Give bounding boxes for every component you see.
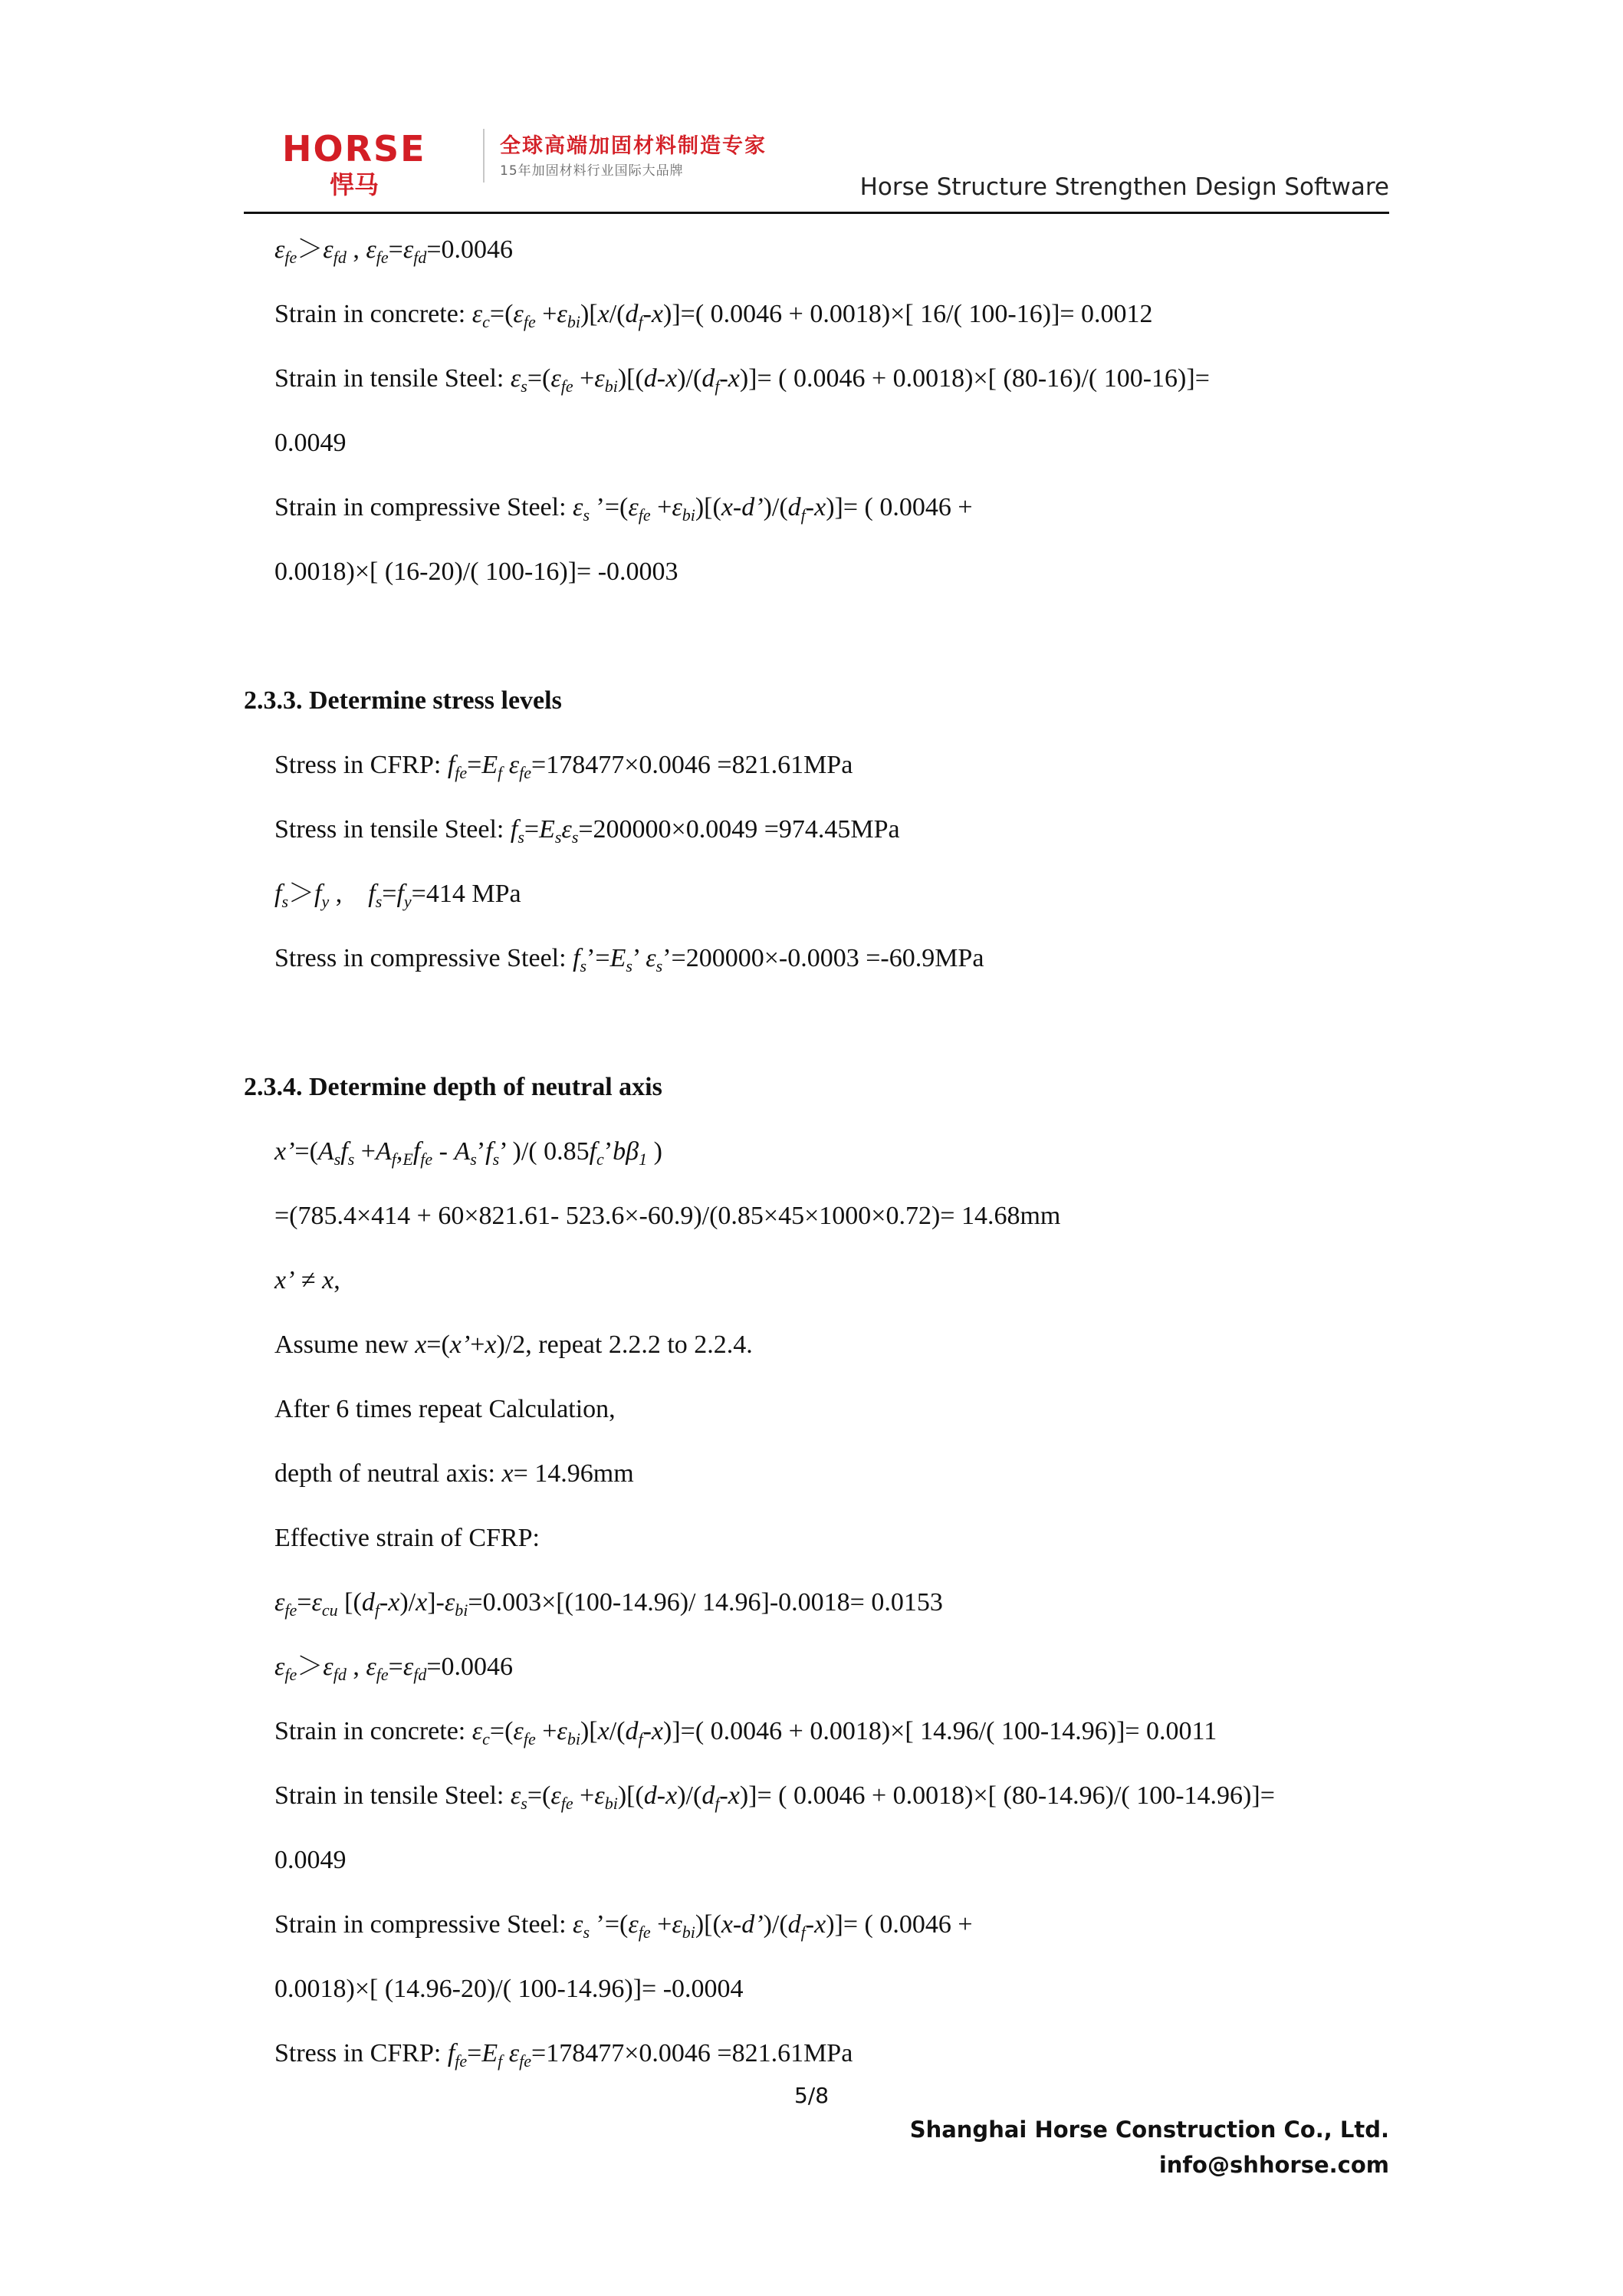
brand-slogan-sub: 15年加固材料行业国际大品牌 [500,163,684,179]
equation-line: Strain in tensile Steel: $\varepsilon_s=(\varepsilon_{fe} +\varepsilon_{bi})[(d-x)/(d_f-x)]=$ ( 0.0046 + 0.0018)×[ (80-14.96)/( 100-14.96)]= [274,1781,1275,1813]
logo-chinese: 悍马 [330,170,379,199]
equation-line: Stress in CFRP: $f_{fe}=E_f$ $\varepsilon_{fe}=178477\times 0.0046 =821.61MPa$ [274,751,853,782]
equation-line: Stress in compressive Steel: $f_s’=E_s$’ $\varepsilon_s’=200000\times-0.0003 =-60.9MPa$ [274,944,984,975]
equation-line: Stress in CFRP: $f_{fe}=E_f$ $\varepsilon_{fe}=178477\times 0.0046 =821.61MPa$ [274,2039,853,2071]
equation-line: Stress in tensile Steel: $f_s=E_s\varepsilon_s=200000\times 0.0049 =974.45MPa$ [274,815,900,847]
header-title: Horse Structure Strengthen Design Software [859,173,1389,201]
logo-divider [483,129,485,183]
section-heading: 2.3.3. Determine stress levels [244,686,562,715]
equation-line: Assume new x=(x’+x)/2, repeat 2.2.2 to 2.2.4. [274,1331,753,1359]
horse-logo [282,129,481,199]
equation-line: depth of neutral axis: x= 14.96mm [274,1459,634,1488]
logo-wordmark: HORSE [282,129,426,169]
equation-line: Strain in compressive Steel: $\varepsilon_s$ $’=(\varepsilon_{fe}$ $+\varepsilon_{bi})[(x-d’)/(d_f-x)]=$ ( 0.0046 + [274,1910,973,1942]
equation-line: 0.0018)×[ (14.96-20)/( 100-14.96)]= -0.0004 [274,1975,744,2003]
equation-line: Strain in concrete: $\varepsilon_c=(\varepsilon_{fe} +\varepsilon_{bi})[x/(d_f-x)]=$( 0.0046 + 0.0018)×[ 16/( 100-16)]= 0.0012 [274,300,1153,331]
equation-line: Strain in tensile Steel: $\varepsilon_s=(\varepsilon_{fe} +\varepsilon_{bi})[(d-x)/(d_f-x)]=$ ( 0.0046 + 0.0018)×[ (80-16)/( 100-16)]= [274,364,1210,396]
equation-line: $f_s>f_y$ , $f_s=f_y=414$ MPa [274,880,521,911]
equation-line: Strain in concrete: $\varepsilon_c=(\varepsilon_{fe} +\varepsilon_{bi})[x/(d_f-x)]=$( 0.0046 + 0.0018)×[ 14.96/( 100-14.96)]= 0.0011 [274,1717,1217,1748]
text-line: After 6 times repeat Calculation, [274,1395,616,1423]
equation-line: =(785.4×414 + 60×821.61- 523.6×-60.9)/(0.85×45×1000×0.72)= 14.68mm [274,1202,1061,1230]
equation-line: $x’=(A_sf_s +A_f,_Ef_{fe}$ - $A_s’f_s$’ )/( $0.85f_c’b\beta_1$ ) [274,1137,662,1169]
company-email: info@shhorse.com [1158,2152,1389,2178]
equation-line: 0.0018)×[ (16-20)/( 100-16)]= -0.0003 [274,558,678,586]
text-line: Effective strain of CFRP: [274,1524,540,1552]
equation-line: x’ ≠ x, [274,1266,340,1294]
equation-line: $\varepsilon_{fe}>\varepsilon_{fd}$ , $\varepsilon_{fe}=\varepsilon_{fd}=0.0046$ [274,1653,514,1684]
company-name: Shanghai Horse Construction Co., Ltd. [909,2117,1389,2143]
equation-line: 0.0049 [274,429,347,457]
equation-line: Strain in compressive Steel: $\varepsilon_s$ $’=(\varepsilon_{fe}$ $+\varepsilon_{bi})[(x-d’)/(d_f-x)]=$ ( 0.0046 + [274,493,973,525]
equation-line: 0.0049 [274,1846,347,1874]
section-heading: 2.3.4. Determine depth of neutral axis [244,1073,662,1101]
header-divider [244,212,1389,214]
page-number: 5/8 [793,2083,830,2108]
brand-slogan: 全球高端加固材料制造专家 [500,134,767,158]
equation-line: $\varepsilon_{fe}>\varepsilon_{fd}$ , $\varepsilon_{fe}=\varepsilon_{fd}=0.0046$ [274,235,514,267]
equation-line: $\varepsilon_{fe}=\varepsilon_{cu}$ $[(d_f-x)/x]-\varepsilon_{bi}=0.003\times[(100-14.96)/$ 14.96]-0.0018= 0.0153 [274,1588,943,1620]
